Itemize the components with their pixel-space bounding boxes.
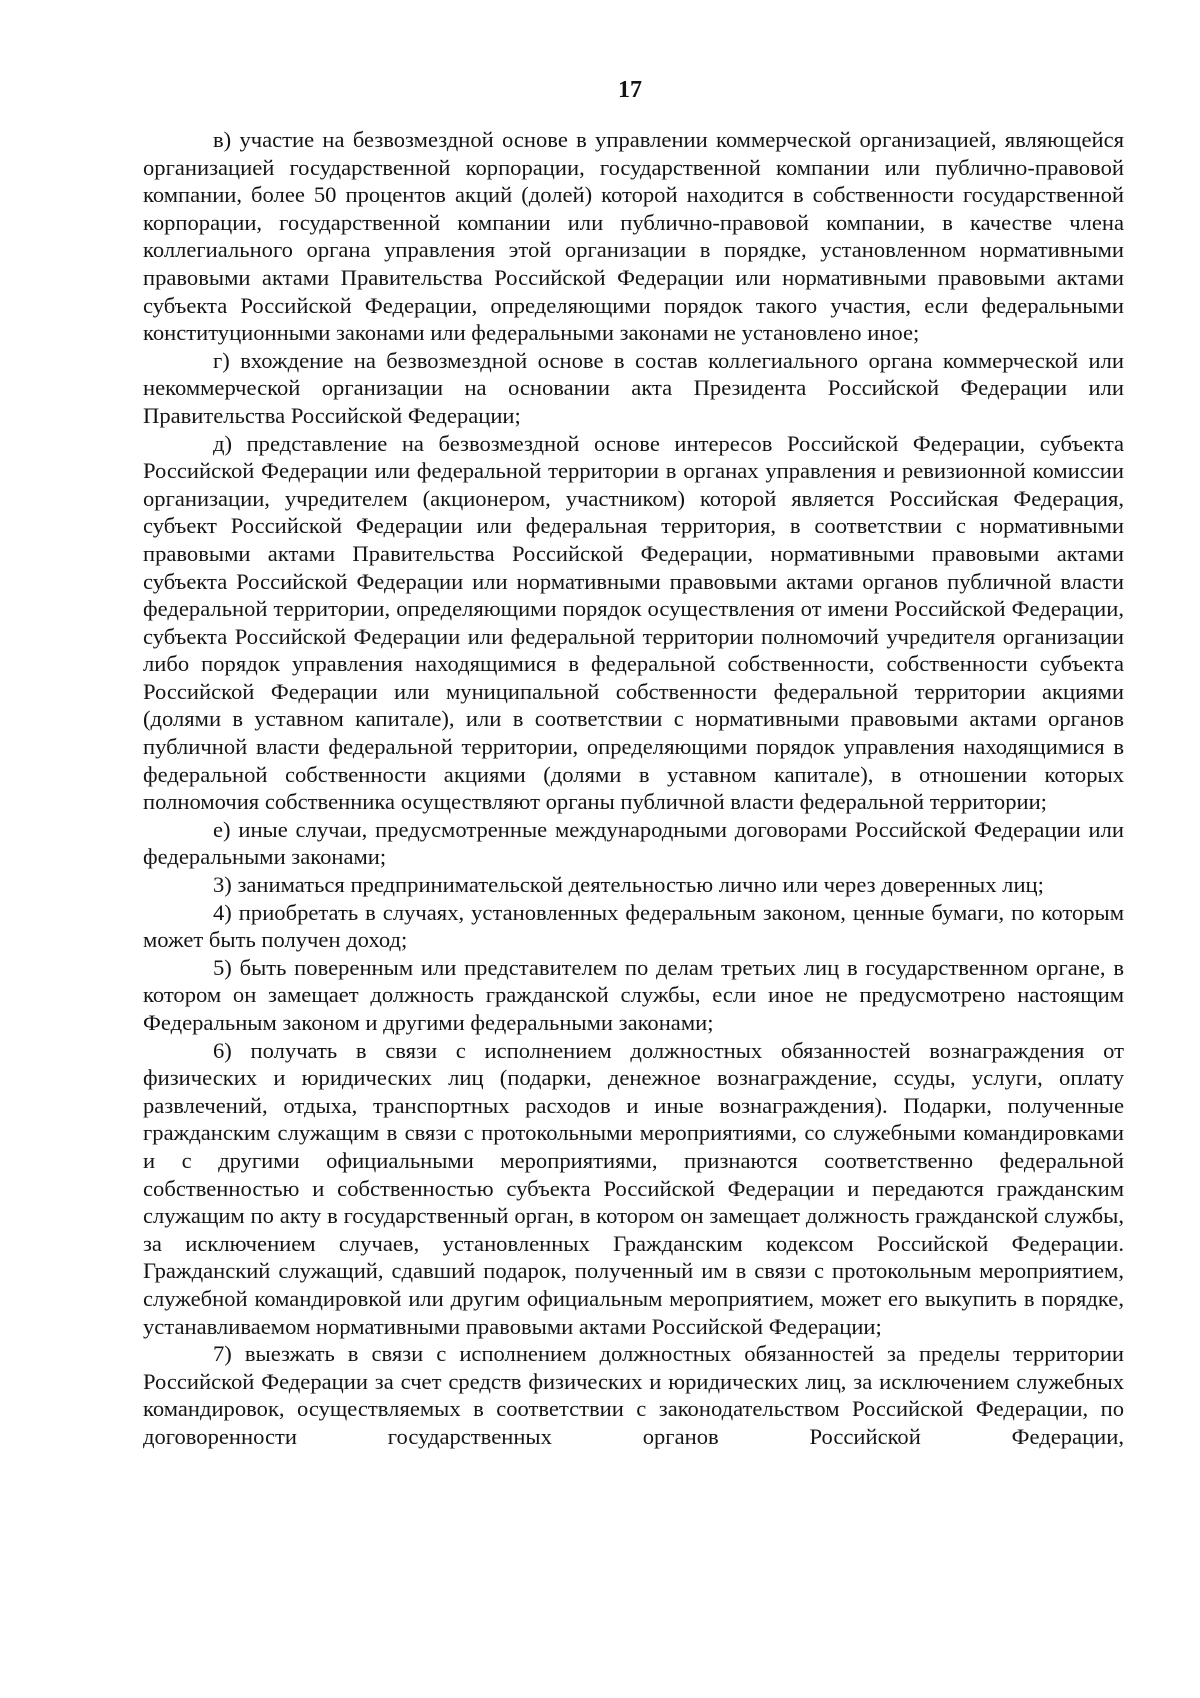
paragraph-6: 6) получать в связи с исполнением должностных обязанностей вознаграждения от физических и юридических лиц (подарки, денежное вознаграждение, ссуды, услуги, оплату развлечений, отдыха, транспортных расходов и иные вознаграждения). Подарки, полученные гражданским служащим в связи с протокольными мероприятиями, со служебными командировками и с другими официальными мероприятиями, признаются соответственно федеральной собственностью и собственностью субъекта Российской Федерации и передаются гражданским служащим по акту в государственный орган, в котором он замещает должность гражданской службы, за исключением случаев, установленных Гражданским кодексом Российской Федерации. Гражданский служащий, сдавший подарок, полученный им в связи с протокольным мероприятием, служебной командировкой или другим официальным мероприятием, может его выкупить в порядке, устанавливаемом нормативными правовыми актами Российской Федерации; (143, 1037, 1124, 1339)
paragraph-5: 5) быть поверенным или представителем по делам третьих лиц в государственном органе, в котором он замещает должность гражданской службы, если иное не предусмотрено настоящим Федеральным законом и другими федеральными законами; (143, 954, 1124, 1035)
page-number: 17 (618, 77, 642, 103)
paragraph-4: 4) приобретать в случаях, установленных федеральным законом, ценные бумаги, по которым может быть получен доход; (143, 899, 1124, 953)
document-body (143, 126, 1124, 1451)
paragraph-3: 3) заниматься предпринимательской деятельностью лично или через доверенных лиц; (213, 872, 1044, 898)
paragraph-e: е) иные случаи, предусмотренные международными договорами Российской Федерации или федеральными законами; (143, 816, 1124, 870)
paragraph-7: 7) выезжать в связи с исполнением должностных обязанностей за пределы территории Российской Федерации за счет средств физических и юридических лиц, за исключением служебных командировок, осуществляемых в соответствии с законодательством Российской Федерации, по договоренности государственных органов Российской Федерации, (143, 1341, 1124, 1449)
paragraph-g: г) вхождение на безвозмездной основе в состав коллегиального органа коммерческой или некоммерческой организации на основании акта Президента Российской Федерации или Правительства Российской Федерации; (143, 347, 1124, 428)
paragraph-d: д) представление на безвозмездной основе интересов Российской Федерации, субъекта Российской Федерации или федеральной территории в органах управления и ревизионной комиссии организации, учредителем (акционером, участником) которой является Российская Федерация, субъект Российской Федерации или федеральная территория, в соответствии с нормативными правовыми актами Правительства Российской Федерации, нормативными правовыми актами субъекта Российской Федерации или нормативными правовыми актами органов публичной власти федеральной территории, определяющими порядок осуществления от имени Российской Федерации, субъекта Российской Федерации или федеральной территории полномочий учредителя организации либо порядок управления находящимися в федеральной собственности, собственности субъекта Российской Федерации или муниципальной собственности федеральной территории акциями (долями в уставном капитале), или в соответствии с нормативными правовыми актами органов публичной власти федеральной территории, определяющими порядок управления находящимися в федеральной собственности акциями (долями в уставном капитале), в отношении которых полномочия собственника осуществляют органы публичной власти федеральной территории; (143, 430, 1124, 815)
paragraph-v: в) участие на безвозмездной основе в управлении коммерческой организацией, являющейся организацией государственной корпорации, государственной компании или публично-правовой компании, более 50 процентов акций (долей) которой находится в собственности государственной корпорации, государственной компании или публично-правовой компании, в качестве члена коллегиального органа управления этой организации в порядке, установленном нормативными правовыми актами Правительства Российской Федерации или нормативными правовыми актами субъекта Российской Федерации, определяющими порядок такого участия, если федеральными конституционными законами или федеральными законами не установлено иное; (143, 127, 1124, 346)
